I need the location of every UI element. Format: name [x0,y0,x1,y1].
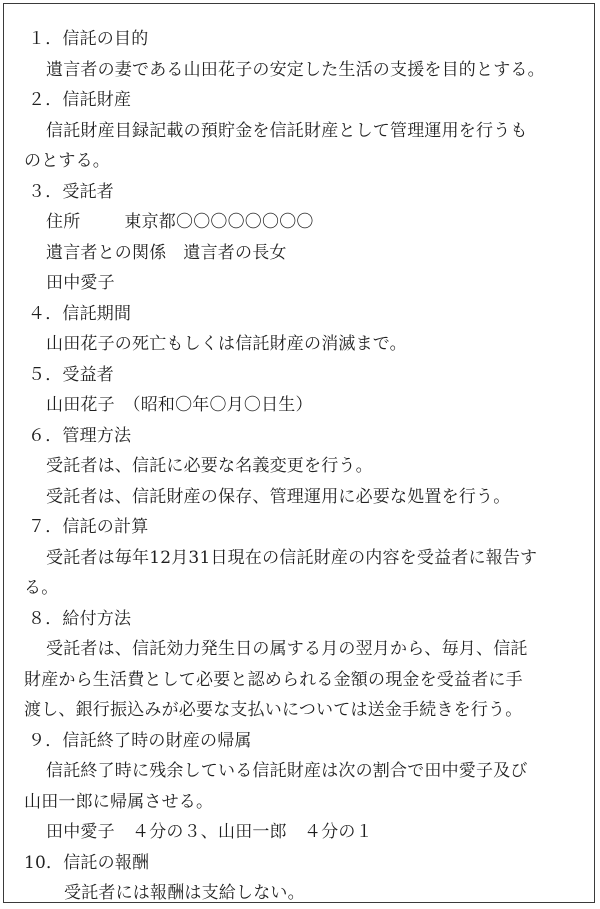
trustee-relation-label: 遺言者との関係 [46,242,167,263]
section-2-line-2: のとする。 [24,151,110,171]
trustee-address-row [24,207,594,238]
section-4-line-1: 山田花子の死亡もしくは信託財産の消滅まで。 [46,334,407,354]
section-8-heading: ８．給付方法 [28,608,132,629]
trustee-relation-row [24,238,594,269]
section-8-line-3: 渡し、銀行振込みが必要な支払いについては送金手続きを行う。 [24,700,523,720]
trustee-address-value: 東京都〇〇〇〇〇〇〇〇 [124,212,314,232]
section-6-line-1: 受託者は、信託に必要な名義変更を行う。 [46,456,373,476]
section-7-heading: ７．信託の計算 [28,517,149,537]
section-8-line-1: 受託者は、信託効力発生日の属する月の翌月から、毎月、信託 [46,639,528,659]
section-9-line-1: 信託終了時に残余している信託財産は次の割合で田中愛子及び [46,761,528,781]
section-9-line-3: 田中愛子 ４分の３、山田一郎 ４分の１ [46,822,373,842]
trustee-address-label: 住所 [46,212,81,232]
section-4-heading: ４．信託期間 [28,303,132,324]
document-frame [3,3,595,903]
section-7-line-2: る。 [24,578,59,598]
section-7-line-1: 受託者は毎年12月31日現在の信託財産の内容を受益者に報告す [46,547,538,568]
section-9-heading: ９．信託終了時の財産の帰属 [28,730,252,751]
section-2-heading: ２．信託財産 [28,90,132,110]
section-1-line-1: 遺言者の妻である山田花子の安定した生活の支援を目的とする。 [46,59,545,80]
document-body [24,24,594,909]
section-9-line-2: 山田一郎に帰属させる。 [24,791,214,812]
section-6-heading: ６．管理方法 [28,425,132,446]
section-10-line-1: 受託者には報酬は支給しない。 [64,883,305,903]
section-3-heading: ３．受託者 [28,181,114,202]
section-5-heading: ５．受益者 [28,364,114,385]
trustee-name: 田中愛子 [46,273,115,293]
section-5-line-1: 山田花子 （昭和〇年〇月〇日生） [46,395,313,415]
section-8-line-2: 財産から生活費として必要と認められる金額の現金を受益者に手 [24,669,523,690]
section-2-line-1: 信託財産目録記載の預貯金を信託財産として管理運用を行うも [46,120,528,141]
section-10-heading: 10．信託の報酬 [24,852,150,873]
section-1-heading: １．信託の目的 [28,29,149,49]
section-6-line-2: 受託者は、信託財産の保存、管理運用に必要な処置を行う。 [46,486,511,507]
trustee-relation-value: 遺言者の長女 [183,242,287,263]
